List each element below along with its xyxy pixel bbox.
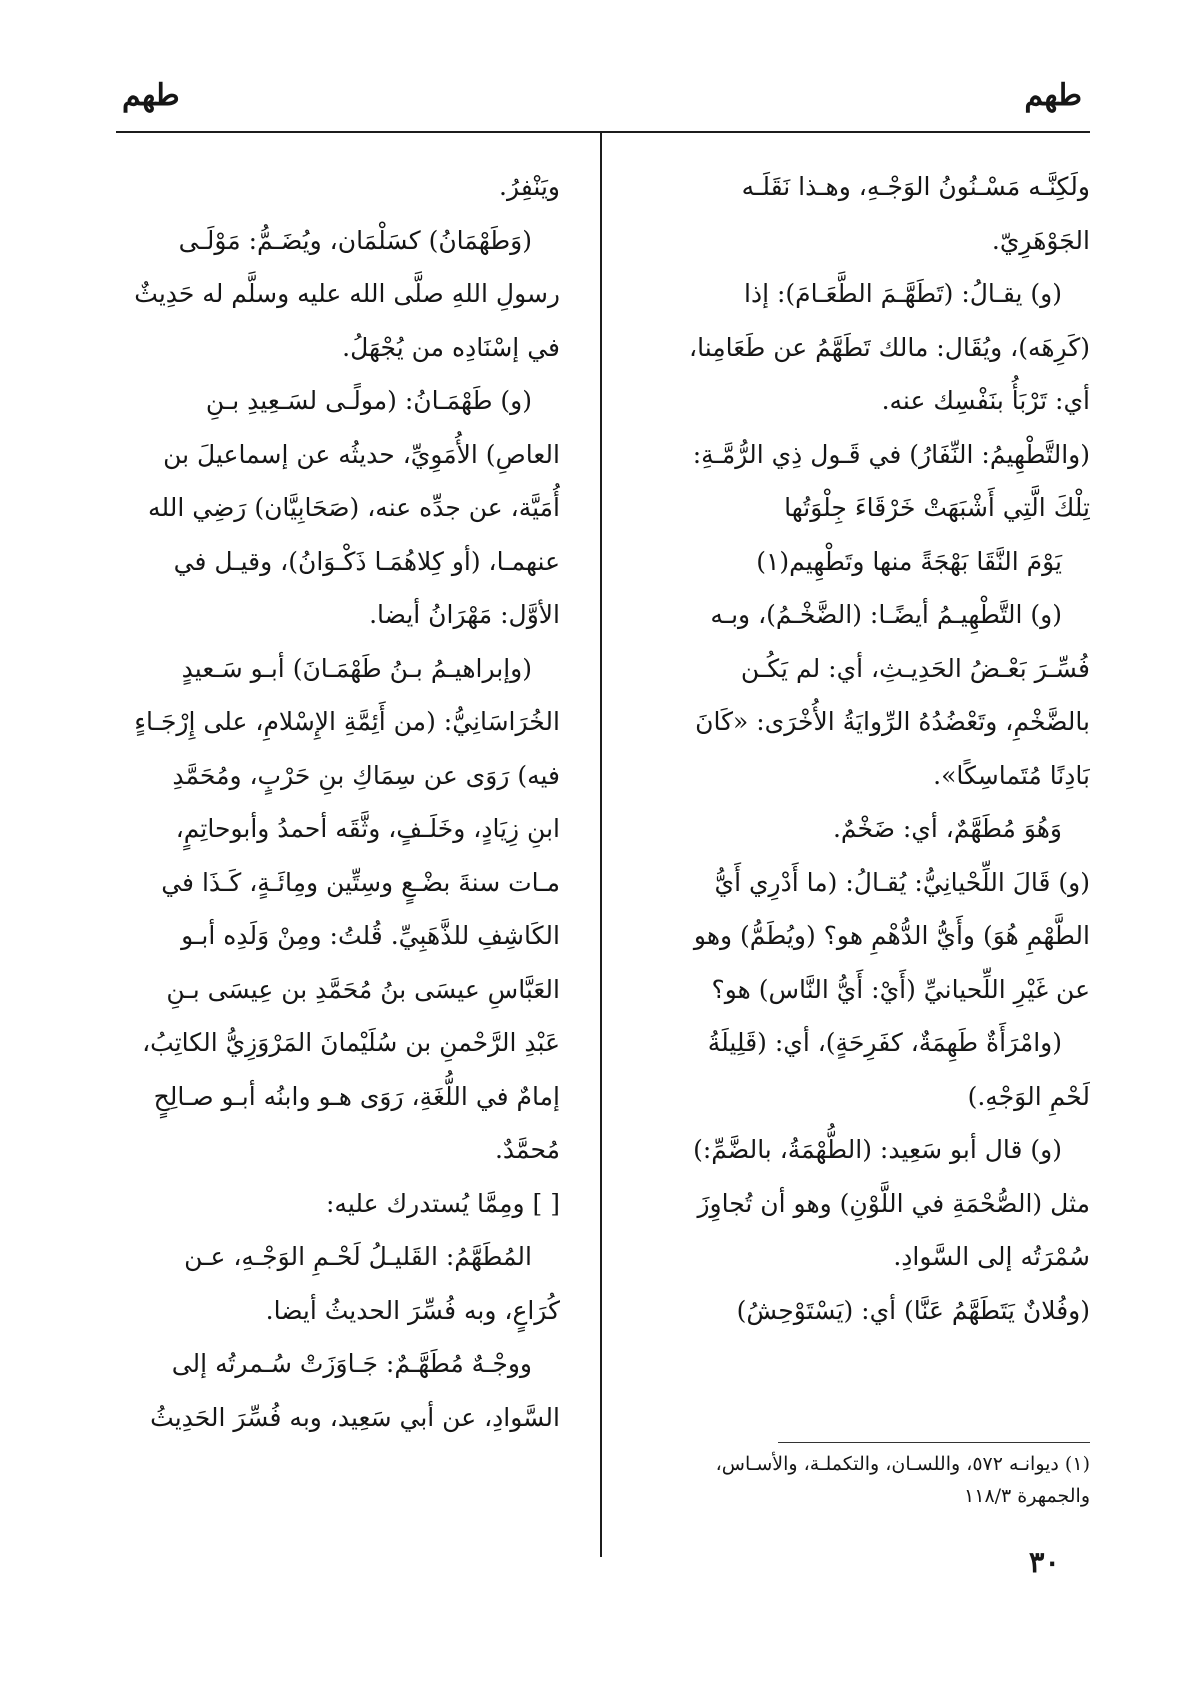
text-line: (و) التَّطْهِيـمُ أيضًـا: (الضَّخْـمُ)، وبـه [710,600,1062,629]
text-line: (وفُلانٌ يَتَطَهَّمُ عَنَّا) أي: (يَسْتَوْحِشُ) [736,1295,1090,1325]
text-line: لَحْمِ الوَجْهِ.) [967,1081,1090,1111]
text-line: وَهُوَ مُطَهَّمٌ، أي: ضَخْمٌ. [832,814,1062,843]
text-line: مُحمَّدٌ. [494,1135,560,1164]
text-line: (وإبراهيـمُ بـنُ طَهْمَـانَ) أبـو سَـعيدٍ [181,653,532,683]
text-line: أي: تَرْبَأُ بنَفْسِك عنه. [881,386,1090,415]
text-line: الطَّهْمِ هُوَ) وأَيُّ الدُّهْمِ هو؟ (ويُطَمُّ) وهو [693,921,1090,950]
text-line: رسولِ اللهِ صلَّى الله عليه وسلَّم له حَدِيثٌ [134,279,560,308]
text-line: ويَنْفِرُ. [499,172,560,201]
text-line: في إسْنَادِه من يُجْهَلُ. [342,332,560,362]
text-line: ولَكِنَّـه مَسْـنُونُ الوَجْـهِ، وهـذا نَقَلَـه [741,172,1090,201]
text-line: كُرَاعٍ، وبه فُسِّرَ الحديثُ أيضا. [265,1295,560,1325]
text-line: (كَرِهَه)، ويُقَال: مالك تَطَهَّمُ عن طَعَامِنا، [689,332,1090,362]
text-line: الكَاشِفِ للذَّهَبِيِّ. قُلتُ: ومِنْ وَلَدِه أبـو [181,921,560,950]
text-line: تِلْكَ الَّتِي أَشْبَهَتْ خَرْقَاءَ جِلْوَتُها [784,493,1090,522]
text-line: السَّوادِ، عن أبي سَعِيد، وبه فُسِّرَ الحَدِيثُ [150,1402,560,1432]
text-line: فُسِّـرَ بَعْـضُ الحَدِيـثِ، أي: لم يَكُـن [740,653,1090,683]
text-line: بالضَّخْمِ، وتَعْضُدُهُ الرِّوايَةُ الأُخْرَى: «كَانَ [695,707,1090,736]
footnotes [620,1448,1090,1512]
text-line: مثل (الصُّحْمَةِ في اللَّوْنِ) وهو أن تُجاوِزَ [697,1188,1090,1218]
text-line: إمامٌ في اللُّغَةِ، رَوَى هـو وابنُه أبـو صـالِحٍ [153,1081,560,1111]
right-column [622,160,1090,1337]
text-line: ابنِ زِيَادٍ، وخَلَـفٍ، وثَّقَه أحمدُ وأبوحاتِمٍ، [175,814,560,843]
text-line: [ ] ومِمَّا يُستدرك عليه: [326,1188,560,1218]
running-head-right: طهم [1024,78,1082,113]
left-column [82,160,560,1444]
text-line: الجَوْهَرِيّ. [991,225,1090,255]
text-line: فيه) رَوَى عن سِمَاكِ بنِ حَرْبٍ، ومُحَمَّدِ [172,760,560,790]
footnote-line: (١) ديوانـه ٥٧٢، واللسـان، والتكملـة، والأسـاس، [715,1453,1090,1475]
text-line: عنهمـا، (أو كِلاهُمَـا ذَكْـوَانُ)، وقيـل في [173,546,560,576]
text-line: العاصِ) الأُمَوِيِّ، حديثُه عن إسماعيلَ بن [163,439,560,469]
text-line: الأوَّل: مَهْرَانُ أيضا. [369,600,560,629]
text-line: (وَطَهْمَانُ) كسَلْمَان، ويُضَـمُّ: مَوْلَـى [178,225,532,255]
text-line: (والتَّطْهِيمُ: النِّفَارُ) في قَـول ذِي الرُّمَّـةِ: [692,439,1090,469]
footnote-line: والجمهرة ١١٨/٣ [964,1485,1090,1507]
footnote-rule [778,1442,1090,1443]
running-head-left: طهم [122,78,180,113]
text-line: بَادِنًا مُتَماسِكًا». [933,760,1090,790]
text-line: (و) يقـالُ: (تَطَهَّـمَ الطَّعَـامَ): إذا [744,279,1062,308]
text-line: عَبْدِ الرَّحْمنِ بن سُلَيْمانَ المَرْوَزِيُّ الكاتِبُ، [142,1028,560,1057]
text-line: مـات سنةَ بضْـعٍ وسِتِّين ومِائَـةٍ، كَـذَا في [161,867,560,897]
column-divider [600,131,602,1557]
page-number: ٣٠ [1028,1545,1060,1579]
text-line: (و) قال أبو سَعِيد: (الطُّهْمَةُ، بالضَّمِّ:) [693,1135,1062,1164]
text-line: (و) طَهْمَـانُ: (مولًـى لسَـعِيدِ بـنِ [205,386,532,415]
text-line: سُمْرَتُه إلى السَّوادِ. [893,1242,1090,1271]
text-line: المُطَهَّمُ: القَليـلُ لَحْـمِ الوَجْـهِ، عـن [184,1242,532,1271]
header-rule [116,131,1090,133]
text-line: عن غَيْرِ اللِّحيانيِّ (أَيْ: أَيُّ النَّاس) هو؟ [711,974,1090,1004]
text-line: (وامْرَأَةٌ طَهِمَةٌ، كفَرِحَةٍ)، أي: (قَلِيلَةُ [707,1028,1062,1057]
text-line: الخُرَاسَانِيُّ: (من أَئِمَّةِ الإِسْلامِ، على إِرْجَـاءٍ [134,707,560,736]
text-line: أُمَيَّة، عن جدِّه عنه، (صَحَابِيَّان) رَضِي الله [148,493,560,522]
text-line: (و) قَالَ اللِّحْيانِيُّ: يُقـالُ: (ما أَدْرِي أَيُّ [714,867,1090,897]
text-line: يَوْمَ النَّقَا بَهْجَةً منها وتَطْهِيم(١) [756,546,1062,576]
text-line: ووجْـهٌ مُطَهَّـمٌ: جَـاوَزَتْ سُـمرتُه إلى [171,1349,532,1378]
text-line: العَبَّاسِ عيسَى بنُ مُحَمَّدِ بن عِيسَى بـنِ [166,974,560,1004]
